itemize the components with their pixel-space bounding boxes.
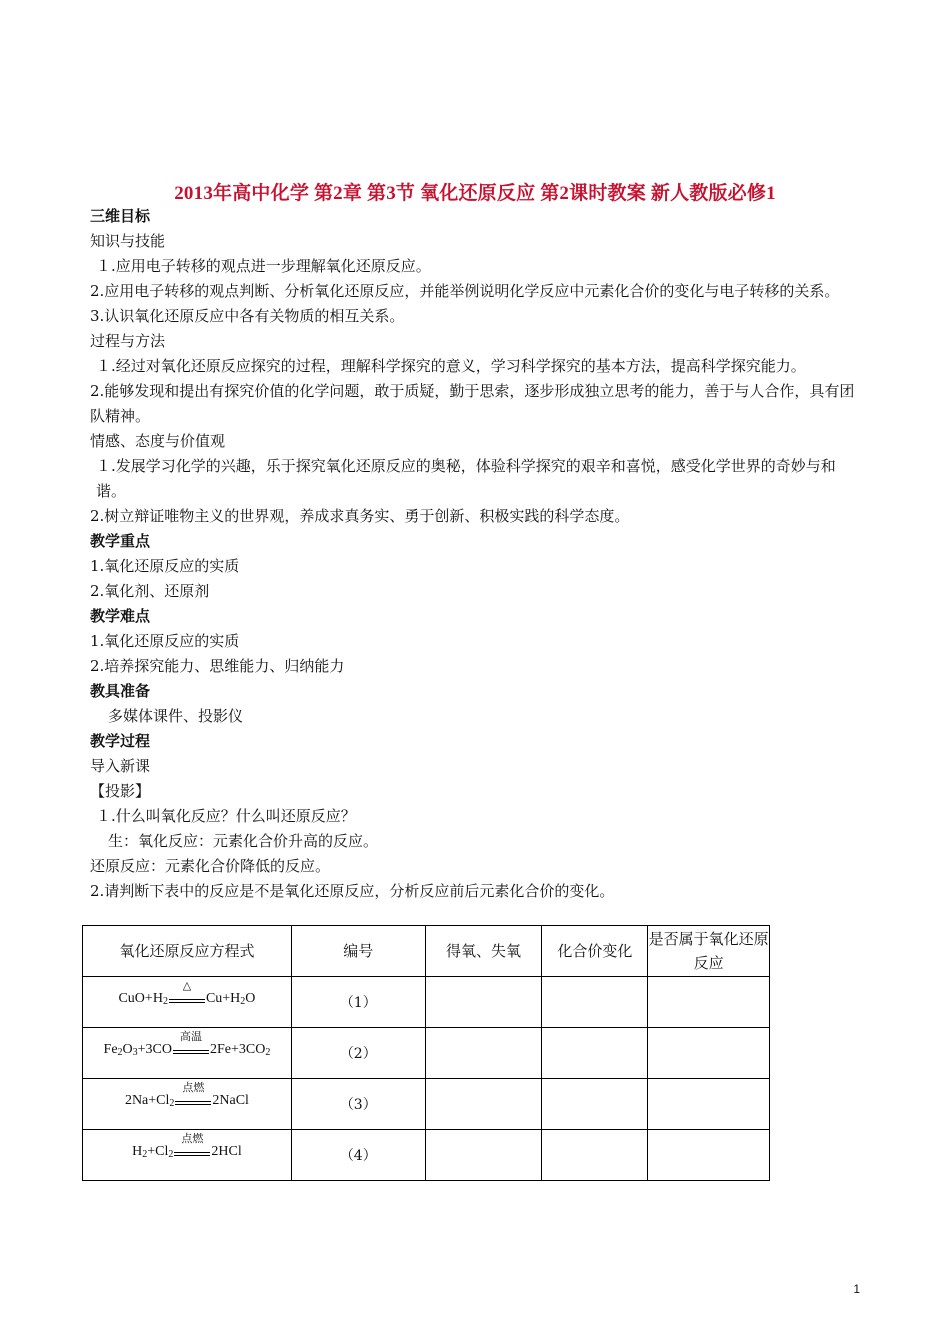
condition-arrow [174,1132,210,1157]
equation-cell [83,977,292,1028]
table-header-row [83,926,770,977]
difficult-heading: 教学难点 [90,607,151,625]
empty-cell [648,1079,770,1130]
condition-label: 高温 [180,1030,202,1043]
equation-cell [83,1130,292,1181]
empty-cell [648,1028,770,1079]
equation-4 [132,1132,242,1160]
eq-sub: 2 [117,1046,123,1058]
process-item-1: １.经过对氧化还原反应探究的过程，理解科学探究的意义，学习科学探究的基本方法，提高科学探究能力。 [96,357,806,375]
number-cell: （1） [291,977,425,1028]
eq-text: O [122,1041,133,1057]
eq-sub: 2 [168,1148,174,1160]
equation-1 [118,979,256,1007]
process-heading: 过程与方法 [90,332,166,350]
eq-sub: 2 [265,1046,271,1058]
eq-sub: 2 [169,1097,175,1109]
eq-text: 2HCl [211,1143,242,1159]
tools-heading: 教具准备 [90,682,151,700]
eq-text: 2Na+Cl [124,1092,170,1108]
eq-text: H [132,1143,143,1159]
emotion-item-2: 2.树立辩证唯物主义的世界观，养成求真务实、勇于创新、积极实践的科学态度。 [90,507,630,525]
condition-label: △ [182,979,192,992]
eq-text: CuO+H [118,990,163,1006]
goals-heading: 三维目标 [90,207,151,225]
empty-cell [542,1079,648,1130]
tools-item-1: 多媒体课件、投影仪 [108,707,244,725]
reaction-table [82,925,770,1181]
number-cell: （4） [291,1130,425,1181]
eq-text: O [245,990,256,1006]
eq-sub: 3 [132,1046,138,1058]
emotion-item-1: １.发展学习化学的兴趣，乐于探究氧化还原反应的奥秘，体验科学探究的艰辛和喜悦，感受化学世界的奇妙与和谐。 [96,457,836,500]
eq-sub: 2 [142,1148,148,1160]
key-item-1: 1.氧化还原反应的实质 [90,557,240,575]
header-equation: 氧化还原反应方程式 [83,926,292,977]
equation-cell [83,1079,292,1130]
question-2: 2.请判断下表中的反应是不是氧化还原反应，分析反应前后元素化合价的变化。 [90,882,615,900]
eq-text: 2Fe+3CO [210,1041,266,1057]
empty-cell [425,1028,542,1079]
knowledge-item-3: 3.认识氧化还原反应中各有关物质的相互关系。 [90,307,405,325]
header-is-redox: 是否属于氧化还原反应 [648,926,770,977]
number-cell: （2） [291,1028,425,1079]
header-oxygen: 得氧、失氧 [425,926,542,977]
process-item-2: 2.能够发现和提出有探究价值的化学问题，敢于质疑，勤于思索，逐步形成独立思考的能力，善于与人合作，具有团队精神。 [90,382,855,425]
eq-text: +Cl [147,1143,169,1159]
empty-cell [425,977,542,1028]
eq-sub: 2 [162,995,168,1007]
empty-cell [542,1130,648,1181]
teaching-process-heading: 教学过程 [90,732,151,750]
page-title: 2013年高中化学 第2章 第3节 氧化还原反应 第2课时教案 新人教版必修1 [174,183,776,204]
eq-text: 2NaCl [212,1092,249,1108]
eq-sub: 2 [240,995,246,1007]
table-row [83,977,770,1028]
empty-cell [542,1028,648,1079]
knowledge-item-1: １.应用电子转移的观点进一步理解氧化还原反应。 [96,257,431,275]
difficult-item-1: 1.氧化还原反应的实质 [90,632,240,650]
eq-text: Fe [103,1041,118,1057]
question-1: １.什么叫氧化反应？什么叫还原反应？ [96,807,356,825]
document-body [90,204,865,904]
equation-3 [124,1081,249,1109]
header-valence: 化合价变化 [542,926,648,977]
intro-label: 导入新课 [90,757,151,775]
empty-cell [542,977,648,1028]
table-row [83,1079,770,1130]
key-item-2: 2.氧化剂、还原剂 [90,582,210,600]
empty-cell [425,1079,542,1130]
equation-2 [103,1030,271,1058]
eq-text: Cu+H [205,990,241,1006]
answer-2: 还原反应：元素化合价降低的反应。 [90,857,331,875]
difficult-item-2: 2.培养探究能力、思维能力、归纳能力 [90,657,345,675]
condition-arrow [169,979,205,1004]
knowledge-item-2: 2.应用电子转移的观点判断、分析氧化还原反应，并能举例说明化学反应中元素化合价的变化与电子转移的关系。 [90,282,840,300]
condition-label: 点燃 [181,1132,204,1145]
condition-arrow [175,1081,211,1106]
eq-text: +3CO [137,1041,172,1057]
projection-label: 【投影】 [90,782,151,800]
empty-cell [425,1130,542,1181]
condition-arrow [173,1030,209,1055]
knowledge-heading: 知识与技能 [90,232,166,250]
table-row [83,1130,770,1181]
header-number: 编号 [291,926,425,977]
empty-cell [648,977,770,1028]
empty-cell [648,1130,770,1181]
equation-cell [83,1028,292,1079]
page-number: 1 [853,1282,860,1296]
answer-1: 生：氧化反应：元素化合价升高的反应。 [108,832,379,850]
condition-label: 点燃 [182,1081,205,1094]
key-heading: 教学重点 [90,532,151,550]
table-row [83,1028,770,1079]
number-cell: （3） [291,1079,425,1130]
emotion-heading: 情感、态度与价值观 [90,432,226,450]
